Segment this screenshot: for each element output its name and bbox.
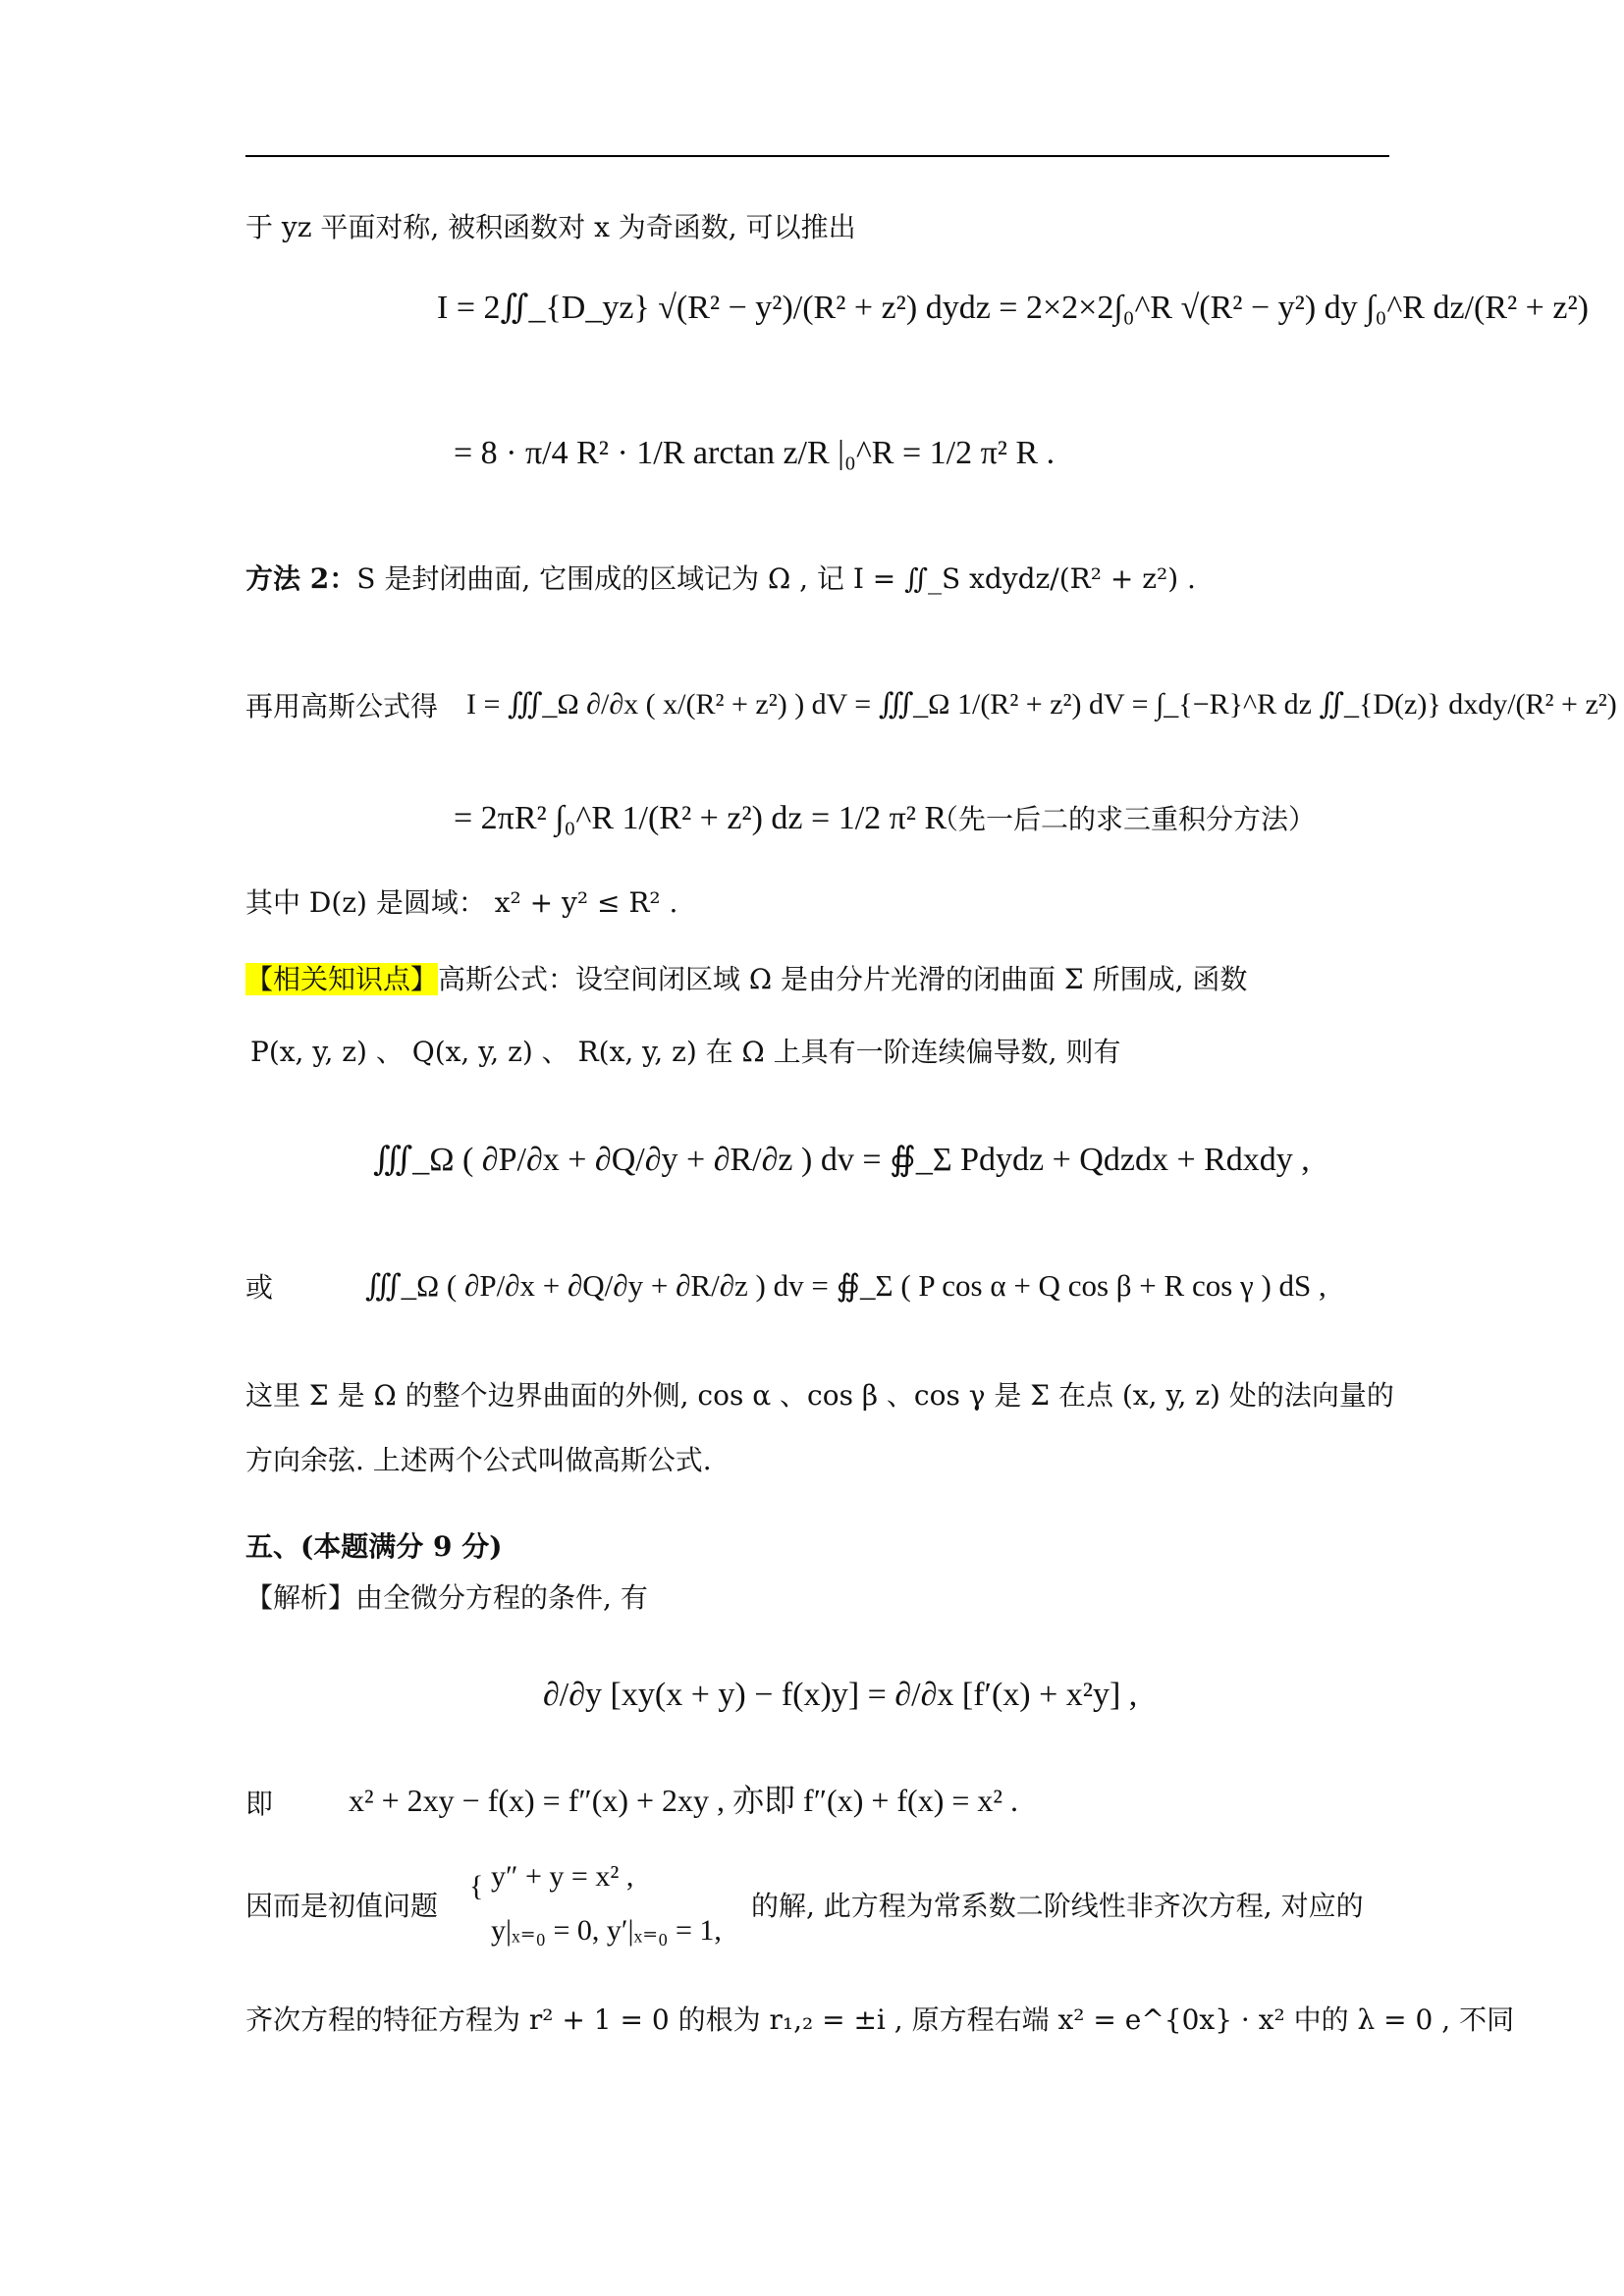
- gauss-formula-2: ∭_Ω ( ∂P/∂x + ∂Q/∂y + ∂R/∂z ) dv = ∯_Σ ( P cos α + Q cos β + R cos γ ) dS ,: [365, 1268, 1326, 1303]
- explain-line-1: 这里 Σ 是 Ω 的整个边界曲面的外侧, cos α 、cos β 、cos γ 是 Σ 在点 (x, y, z) 处的法向量的: [245, 1379, 1394, 1412]
- explain-line-2: 方向余弦. 上述两个公式叫做高斯公式.: [245, 1444, 712, 1476]
- equation-1a: I = 2∬_{D_yz} √(R² − y²)/(R² + z²) dydz = 2×2×2∫₀^R √(R² − y²) dy ∫₀^R dz/(R² + z²): [437, 290, 1589, 326]
- equation-2a: I = ∭_Ω ∂/∂x ( x/(R² + z²) ) dV = ∭_Ω 1/(R² + z²) dV = ∫_{−R}^R dz ∬_{D(z)} dxdy/(R² + z²): [466, 688, 1617, 721]
- text-line-1: 于 yz 平面对称, 被积函数对 x 为奇函数, 可以推出: [245, 211, 856, 243]
- equation-1b: = 8 · π/4 R² · 1/R arctan z/R |₀^R = 1/2 π² R .: [454, 435, 1056, 471]
- knowledge-line-1: [245, 960, 1247, 999]
- knowledge-tag: 【相关知识点】: [245, 963, 439, 995]
- knowledge-text-1: 高斯公式：设空间闭区域 Ω 是由分片光滑的闭曲面 Σ 所围成, 函数: [438, 963, 1248, 995]
- ivp-system-2: y|ₓ₌₀ = 0, y′|ₓ₌₀ = 1,: [491, 1914, 722, 1947]
- analysis-label: 【解析】: [245, 1581, 356, 1614]
- ji-label: 即: [245, 1788, 274, 1820]
- equation-6: x² + 2xy − f(x) = f″(x) + 2xy , 亦即 f″(x) + f(x) = x² .: [349, 1783, 1019, 1818]
- ivp-text-1: 因而是初值问题: [245, 1890, 439, 1922]
- last-line: 齐次方程的特征方程为 r² + 1 = 0 的根为 r₁,₂ = ±i , 原方程右端 x² = e^{0x} · x² 中的 λ = 0 , 不同: [245, 2003, 1515, 2036]
- equation-2b-note: （先一后二的求三重积分方法）: [931, 803, 1317, 835]
- knowledge-line-2: P(x, y, z) 、 Q(x, y, z) 、 R(x, y, z) 在 Ω 上具有一阶连续偏导数, 则有: [250, 1036, 1121, 1068]
- method2-text: S 是封闭曲面, 它围成的区域记为 Ω , 记 I = ∬_S xdydz/(R² + z²) .: [356, 562, 1196, 595]
- equation-2b: = 2πR² ∫₀^R 1/(R² + z²) dz = 1/2 π² R: [454, 800, 947, 836]
- ivp-brace: {: [469, 1870, 484, 1902]
- ivp-text-2: 的解, 此方程为常系数二阶线性非齐次方程, 对应的: [751, 1890, 1364, 1922]
- analysis-text: 由全微分方程的条件, 有: [355, 1581, 648, 1614]
- gauss-intro: 再用高斯公式得: [245, 690, 439, 722]
- method2-line: [245, 560, 1196, 599]
- equation-5: ∂/∂y [xy(x + y) − f(x)y] = ∂/∂x [f′(x) + x²y] ,: [543, 1677, 1138, 1713]
- gauss-formula-1: ∭_Ω ( ∂P/∂x + ∂Q/∂y + ∂R/∂z ) dv = ∯_Σ Pdydz + Qdzdx + Rdxdy ,: [373, 1142, 1310, 1178]
- dz-text: 其中 D(z) 是圆域： x² + y² ≤ R² .: [245, 886, 678, 919]
- analysis-line: [245, 1578, 648, 1618]
- ivp-system-1: y″ + y = x² ,: [491, 1860, 634, 1893]
- or-label: 或: [245, 1271, 274, 1304]
- method2-label: 方法 2：: [245, 562, 357, 595]
- header-rule: [245, 155, 1389, 157]
- section-5-heading: 五、(本题满分 9 分): [245, 1530, 503, 1563]
